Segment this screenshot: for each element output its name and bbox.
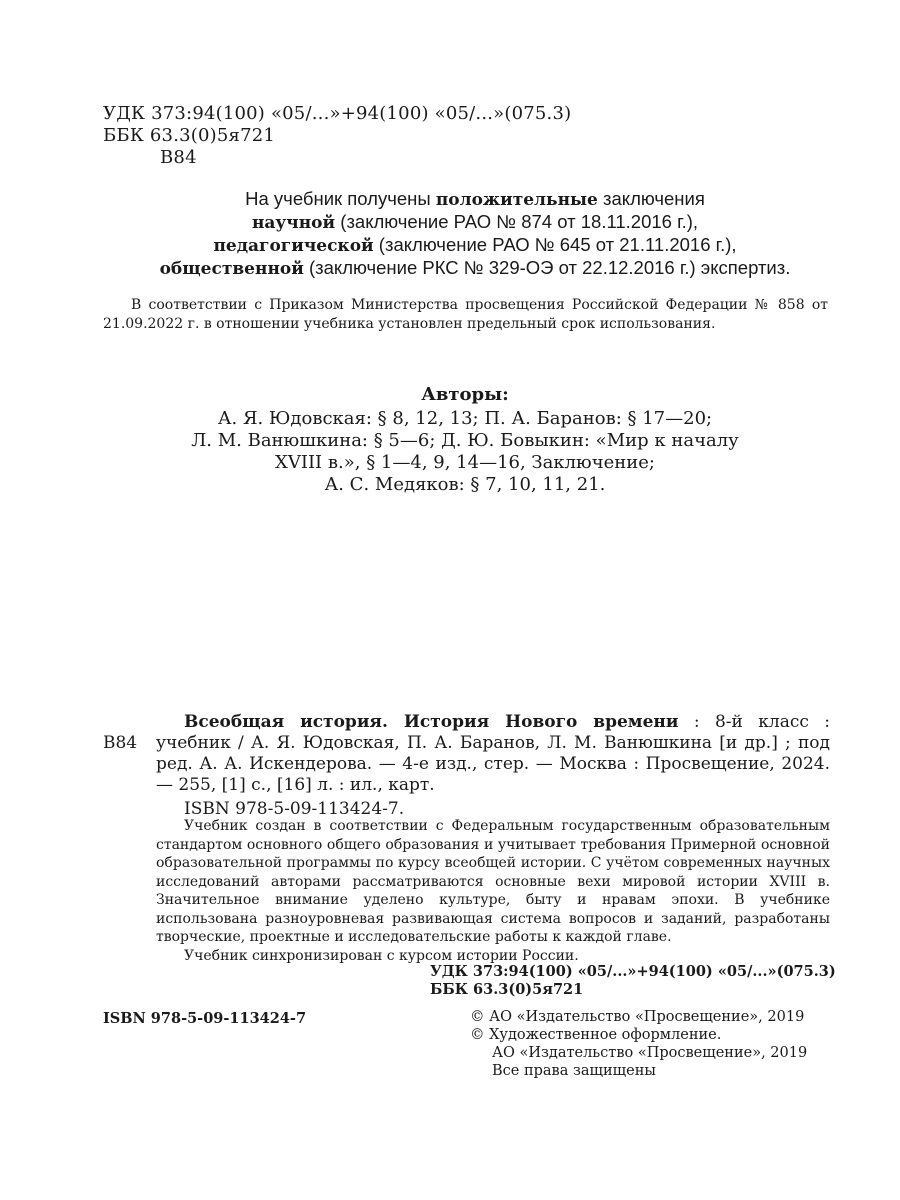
copyright-line-3: АО «Издательство «Просвещение», 2019 (492, 1045, 808, 1061)
copyright-line-2: © Художественное оформление. (470, 1027, 722, 1043)
reviews-line-1: На учебник получены положительные заключения (245, 188, 705, 210)
authors-line-1: А. Я. Юдовская: § 8, 12, 13; П. А. Баранов: § 17—20; (217, 408, 713, 429)
reviews-block (80, 188, 870, 280)
footer-codes (430, 963, 850, 999)
book-title: Всеобщая история. История Нового времени (184, 712, 679, 732)
order-note: В соответствии с Приказом Министерства просвещения Российской Федерации № 858 от 21.09.2022 г. в отношении учебника установлен предельный срок использования. (103, 297, 828, 332)
isbn-line: ISBN 978-5-09-113424-7. (184, 799, 405, 819)
authors-line-3: XVIII в.», § 1—4, 9, 14—16, Заключение; (275, 452, 655, 473)
authors-title: Авторы: (421, 384, 509, 405)
reviews-line-2: научной (заключение РАО № 874 от 18.11.2016 г.), (251, 211, 699, 233)
rights-line: Все права защищены (492, 1063, 656, 1079)
book-details: : 8-й класс : учебник / А. Я. Юдовская, П. А. Баранов, Л. М. Ванюшкина [и др.] ; под ред. А. А. Искендерова. — 4-е изд., стер. — Москва : Просвещение, 2024. — 255, [1] с., [16] л. : ил., карт. (156, 712, 830, 795)
authors-line-4: А. С. Медяков: § 7, 10, 11, 21. (324, 474, 606, 495)
footer-bbk: ББК 63.3(0)5я721 (430, 981, 584, 998)
bibliographic-record (156, 712, 830, 820)
reviews-line-4: общественной (заключение РКС № 329-ОЭ от 22.12.2016 г.) экспертиз. (159, 257, 791, 279)
annotation-para-1: Учебник создан в соответствии с Федеральным государственным образовательным стандартом основного общего образования и учитывает требования Примерной основной образовательной программы по курсу всеобщей истории. С учётом современных научных исследований авторами рассматриваются основные вехи мировой истории XVIII в. Значительное внимание уделено культуре, быту и нравам эпохи. В учебнике использована разноуровневая развивающая система вопросов и заданий, разработаны творческие, проектные и исследовательские работы к каждой главе. (156, 818, 830, 945)
annotation-para-2: Учебник синхронизирован с курсом истории России. (184, 947, 579, 964)
authors-block (100, 384, 830, 496)
author-mark: В84 (160, 147, 197, 168)
reviews-line-3: педагогической (заключение РАО № 645 от 21.11.2016 г.), (213, 234, 737, 256)
biblio-code: В84 (103, 733, 138, 753)
annotation (156, 817, 830, 965)
copyright-line-1: © АО «Издательство «Просвещение», 2019 (470, 1009, 805, 1025)
classification-header (103, 103, 663, 169)
udk-code: УДК 373:94(100) «05/...»+94(100) «05/...»(075.3) (103, 103, 572, 124)
authors-line-2: Л. М. Ванюшкина: § 5—6; Д. Ю. Бовыкин: «Мир к началу (191, 430, 739, 451)
bbk-code: ББК 63.3(0)5я721 (103, 125, 276, 146)
copyright-block (470, 1008, 850, 1080)
footer-isbn: ISBN 978-5-09-113424-7 (103, 1010, 307, 1027)
footer-udk: УДК 373:94(100) «05/...»+94(100) «05/...»(075.3) (430, 963, 836, 980)
